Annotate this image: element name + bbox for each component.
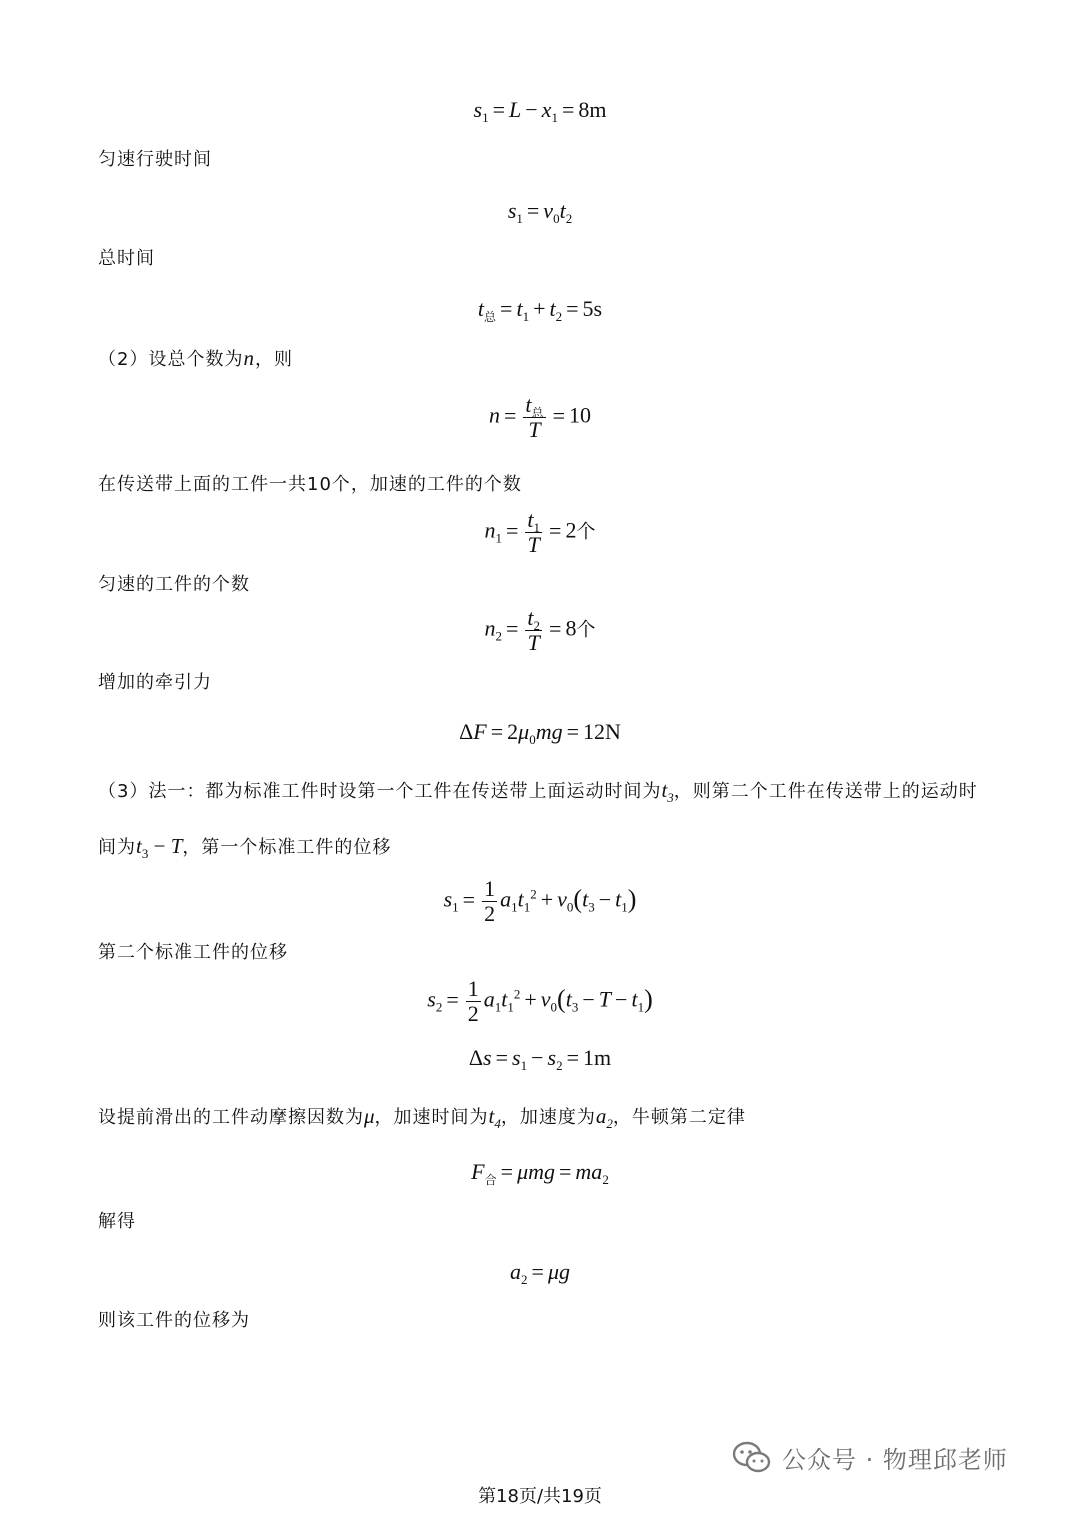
text-solve: 解得 (98, 1211, 136, 1232)
part2-intro-var: n (243, 346, 255, 370)
part2-intro-text: （2）设总个数为 (98, 349, 244, 370)
eq3-value: 5s (582, 296, 603, 321)
equation-delta-s: $\Delta s = s_1 - s_2 = 1m$ (468, 1045, 612, 1073)
watermark (732, 1440, 1008, 1475)
equation-n2: $n_2$ = $\frac{t_2}{T}$ = 8个 (484, 605, 596, 655)
assume-b: ，加速时间为 (374, 1107, 489, 1128)
fraction-t2-over-T: $\frac{t_2}{T}$ (527, 605, 541, 655)
equation-s2-disp: $s_2$ = $\frac{1}{2}$ $a_1t_1^2 + v_0(t_3 - T - t_1)$ (427, 976, 653, 1026)
assume-d: ，牛顿第二定律 (612, 1107, 746, 1128)
text-part3-line1: （3）法一：都为标准工件时设第一个工件在传送带上面运动时间为$t_3$，则第二个工件在传送带上的运动时 (98, 778, 978, 805)
text-total-time: 总时间 (98, 248, 155, 269)
text-assume: 设提前滑出的工件动摩擦因数为μ，加速时间为$t_4$，加速度为$a_2$，牛顿第二定律 (98, 1104, 746, 1131)
unit-ge: 个 (576, 520, 596, 543)
equation-s1: $s_1 = L - x_1 = 8m$ (473, 97, 607, 125)
eq5-value: 2 (565, 517, 577, 543)
equation-n1: $n_1$ = $\frac{t_1}{T}$ = 2个 (484, 507, 596, 557)
eq1-value: 8m (578, 97, 607, 122)
text-part2-intro (98, 346, 982, 372)
equation-delta-F: $\Delta F = 2\mu_0mg = 12N$ (459, 719, 621, 747)
eq7-value: 12N (583, 719, 621, 744)
equation-s1-disp: $s_1$ = $\frac{1}{2}$ $a_1t_1^2 + v_0(t_3 - t_1)$ (443, 876, 637, 926)
wechat-icon (732, 1441, 772, 1475)
fraction-half-2: $\frac{1}{2}$ (467, 976, 479, 1026)
eq4-value: 10 (568, 402, 591, 428)
fraction-half: $\frac{1}{2}$ (484, 876, 496, 926)
eq10-value: 1m (582, 1045, 612, 1070)
unit-ge-2: 个 (576, 618, 596, 641)
equation-F-net: $F_合 = \mu mg = ma_2$ (471, 1159, 609, 1187)
text-uniform-time: 匀速行驶时间 (98, 149, 212, 170)
page-footer: 第18页/共19页 (478, 1486, 602, 1507)
equation-n-total: n = $\frac{t_总}{T}$ = 10 (489, 392, 591, 442)
fraction-t1-over-T: $\frac{t_1}{T}$ (527, 507, 541, 557)
equation-total-time: $t_总 = t_1 + t_2 = 5s$ (477, 296, 603, 324)
assume-a: 设提前滑出的工件动摩擦因数为 (98, 1107, 364, 1128)
text-belt-count: 在传送带上面的工件一共10个，加速的工件的个数 (98, 474, 522, 495)
equation-s1-v0t2: $s_1 = v_0t_2$ (507, 198, 573, 226)
sub-he: 合 (484, 1173, 497, 1187)
text-second-disp: 第二个标准工件的位移 (98, 942, 288, 963)
text-added-force: 增加的牵引力 (98, 672, 212, 693)
sub-zong-2: 总 (531, 406, 544, 420)
part3-a-end: ，则第二个工件在传送带上的运动时 (673, 781, 978, 802)
part3-b-end: ，第一个标准工件的位移 (182, 837, 392, 858)
sub-zong: 总 (484, 310, 497, 324)
text-uniform-count: 匀速的工件的个数 (98, 574, 250, 595)
watermark-label: 公众号 · 物理邱老师 (782, 1446, 1008, 1474)
text-disp-is: 则该工件的位移为 (98, 1310, 250, 1331)
part2-intro-end: ，则 (254, 349, 293, 370)
part3-a: （3）法一：都为标准工件时设第一个工件在传送带上面运动时间为 (98, 781, 662, 802)
assume-c: ，加速度为 (500, 1107, 596, 1128)
equation-a2: $a_2 = \mu g$ (510, 1259, 570, 1287)
text-part3-line2: 间为$t_3 - T$，第一个标准工件的位移 (98, 834, 392, 861)
fraction-t-total-over-T: $\frac{t_总}{T}$ (525, 392, 544, 442)
eq6-value: 8 (565, 615, 577, 641)
part3-b-start: 间为 (98, 837, 136, 858)
